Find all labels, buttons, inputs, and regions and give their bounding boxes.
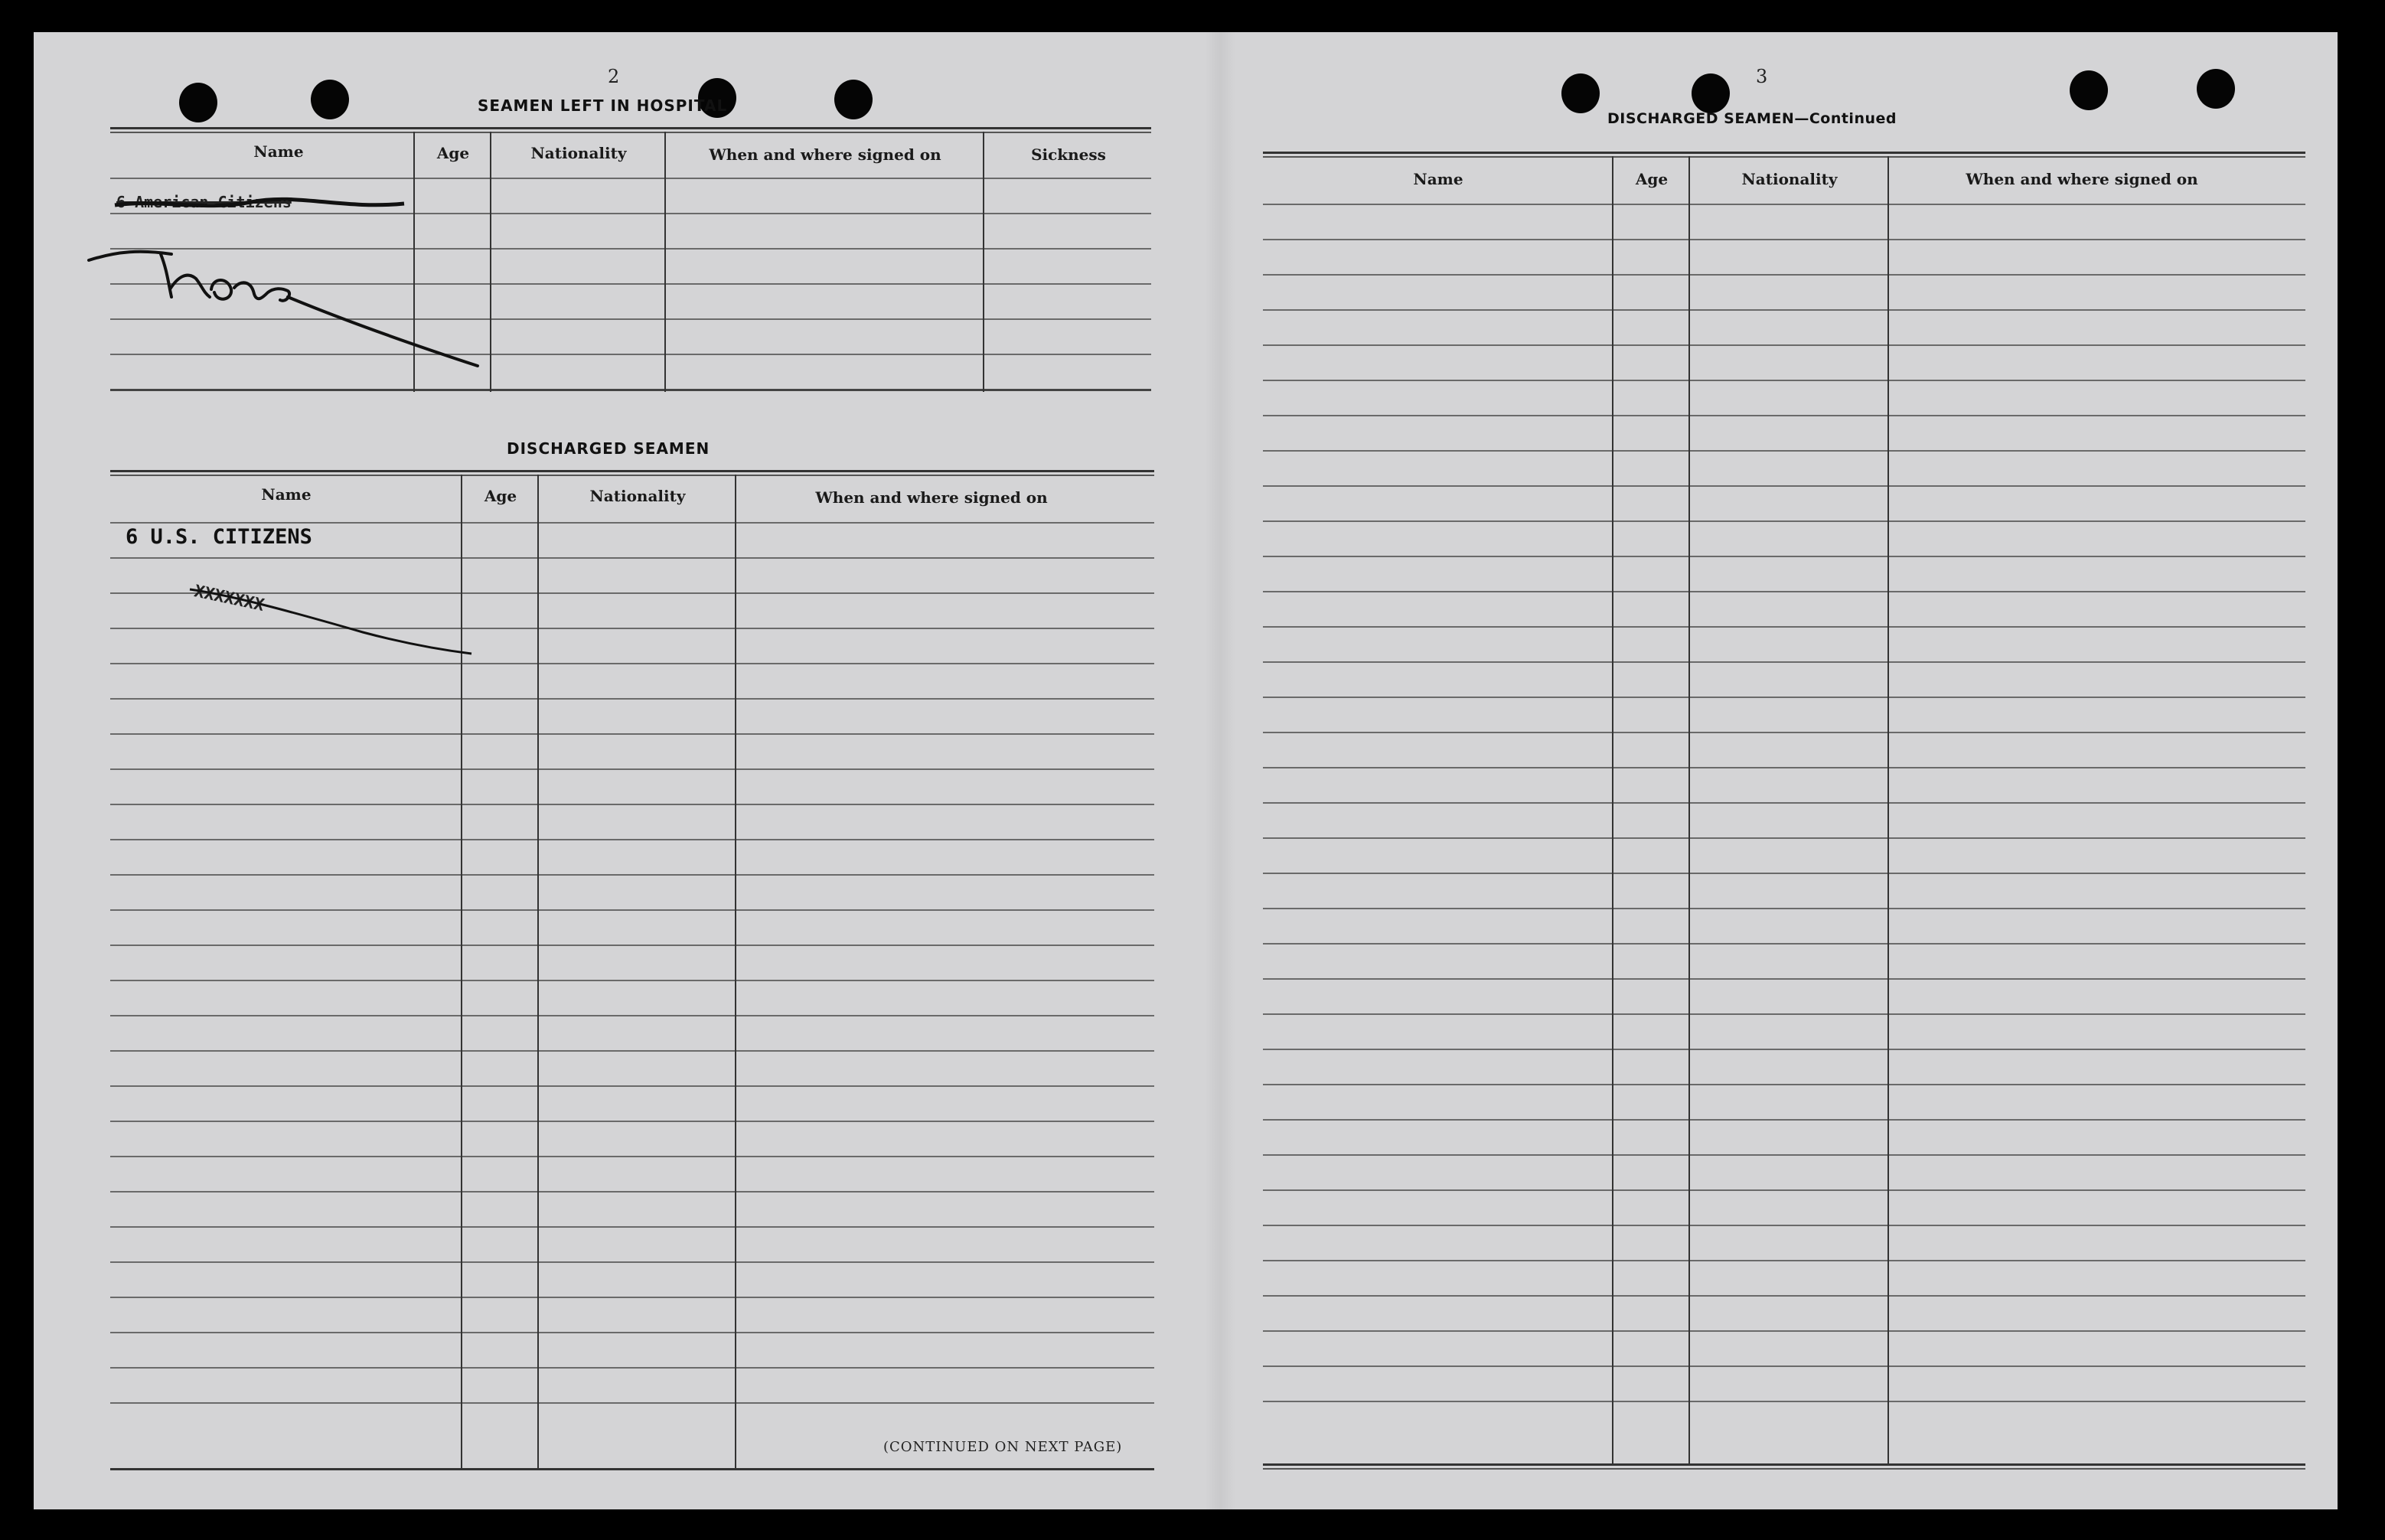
discharged-struck-marks: XXXXXXX (192, 582, 266, 616)
discharged-top-rule-2 (110, 475, 1154, 476)
continued-col-nationality: Nationality (1741, 170, 1838, 188)
continued-col-name: Name (1413, 170, 1463, 188)
handwritten-none-signature (87, 223, 455, 377)
hospital-col-divider (664, 132, 666, 392)
discharged-typed-entry: 6 U.S. CITIZENS (126, 525, 312, 549)
page-fold (1205, 32, 1235, 1509)
discharged-col-signed-on: When and where signed on (815, 488, 1048, 507)
page-number-left: 2 (608, 66, 620, 87)
discharged-section-title: DISCHARGED SEAMEN (507, 439, 710, 458)
punch-hole (834, 80, 873, 119)
punch-hole (1561, 73, 1600, 113)
discharged-col-age: Age (484, 487, 517, 505)
punch-hole (1692, 73, 1730, 113)
discharged-col-divider (537, 475, 539, 1470)
hospital-col-nationality: Nationality (530, 144, 627, 162)
hospital-col-name: Name (253, 142, 304, 161)
hospital-col-divider (983, 132, 984, 392)
punch-hole (2070, 70, 2108, 110)
hospital-col-signed-on: When and where signed on (709, 145, 941, 164)
continued-col-divider (1688, 156, 1690, 1465)
continued-footer: (CONTINUED ON NEXT PAGE) (883, 1439, 1123, 1455)
continued-col-age: Age (1635, 170, 1669, 188)
hospital-col-sickness: Sickness (1031, 145, 1106, 164)
page-number-right: 3 (1756, 66, 1768, 87)
continued-col-divider (1887, 156, 1889, 1465)
continued-table-rows (1263, 204, 2305, 1474)
hospital-top-rule-2 (110, 132, 1151, 133)
discharged-col-nationality: Nationality (589, 487, 686, 505)
hospital-section-title: SEAMEN LEFT IN HOSPITAL (478, 96, 728, 115)
hospital-struck-entry: 6 American Citizens (116, 193, 292, 211)
struck-marks-line (187, 586, 493, 678)
discharged-top-rule (110, 470, 1154, 472)
hospital-top-rule (110, 127, 1151, 129)
continued-col-signed-on: When and where signed on (1966, 170, 2198, 188)
hospital-col-divider (490, 132, 491, 392)
continued-col-divider (1612, 156, 1613, 1465)
punch-hole (311, 80, 349, 119)
punch-hole (179, 83, 217, 122)
continued-section-title: DISCHARGED SEAMEN—Continued (1607, 110, 1897, 127)
punch-hole (2197, 69, 2235, 109)
discharged-col-name: Name (261, 485, 312, 504)
discharged-col-divider (735, 475, 736, 1470)
struck-entry-scribble (113, 194, 419, 217)
continued-top-rule-2 (1263, 156, 2305, 158)
document-sheet (34, 32, 2338, 1509)
continued-top-rule (1263, 152, 2305, 154)
hospital-col-age: Age (436, 144, 470, 162)
